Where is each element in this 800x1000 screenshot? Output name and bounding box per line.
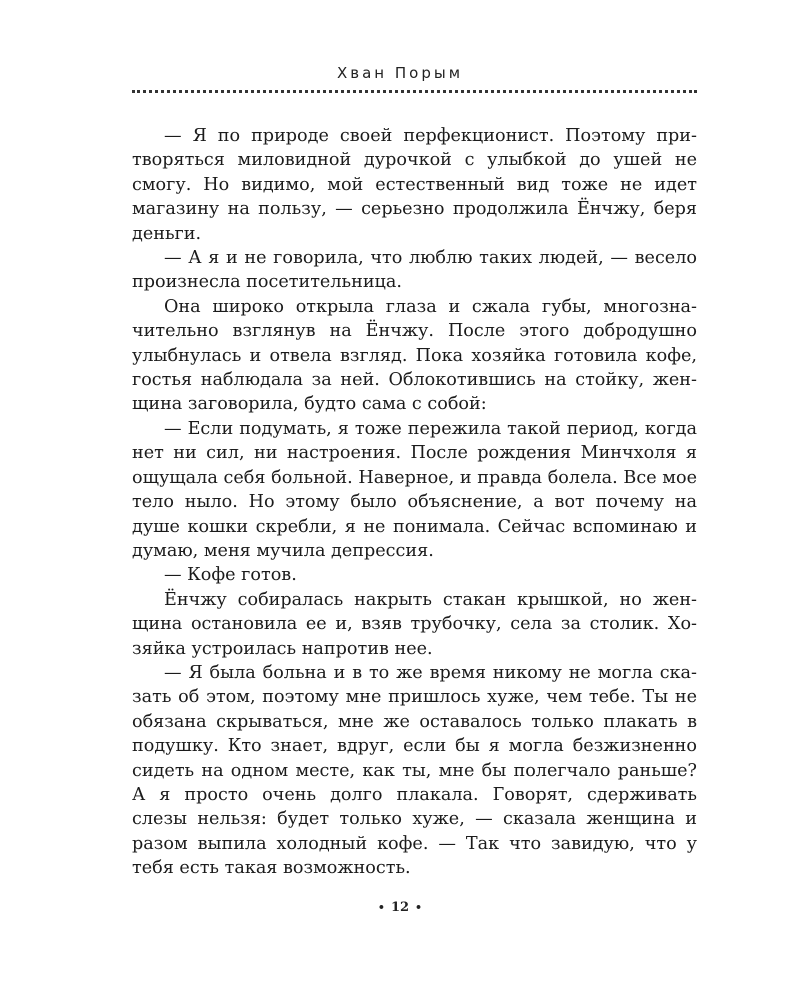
paragraph: — Я по природе своей перфекционист. Поэтому притворяться миловидной дурочкой с улыбкой до ушей не смогу. Но видимо, мой естественный вид тоже не идет магазину на пользу, — серьезно продолжила Ёнчжу, беря деньги. — [132, 126, 697, 244]
bullet-left-icon: • — [377, 901, 385, 914]
body-text — [132, 124, 697, 881]
paragraph: — А я и не говорила, что люблю таких людей, — весело произнесла посетительница. — [132, 248, 697, 293]
paragraph: — Если подумать, я тоже пережила такой период, когда нет ни сил, ни настроения. После рождения Минчхоля я ощущала себя больной. Наверное, и правда болела. Все мое тело ныло. Но этому было объяснение, а вот почему на душе кошки скребли, я не понимала. Сейчас вспоминаю и думаю, меня мучила депрессия. — [132, 418, 697, 561]
dotted-divider — [132, 90, 697, 93]
bullet-right-icon: • — [415, 901, 423, 914]
paragraph: Она широко открыла глаза и сжала губы, многозначительно взглянув на Ёнчжу. После этого добродушно улыбнулась и отвела взгляд. Пока хозяйка готовила кофе, гостья наблюдала за ней. Облокотившись на стойку, женщина заговорила, будто сама с собой: — [132, 296, 697, 415]
paragraph: — Я была больна и в то же время никому не могла сказать об этом, поэтому мне пришлось хуже, чем тебе. Ты не обязана скрываться, мне же оставалось только плакать в подушку. Кто знает, вдруг, если бы я могла безжизненно сидеть на одном месте, как ты, мне бы полегчало раньше? А я просто очень долго плакала. Говорят, сдерживать слезы нельзя: будет только хуже, — сказала женщина и разом выпила холодный кофе. — Так что завидую, что у тебя есть такая возможность. — [132, 662, 697, 879]
paragraph: — Кофе готов. — [164, 565, 297, 586]
paragraph: Ёнчжу собиралась накрыть стакан крышкой, но женщина остановила ее и, взяв трубочку, села за столик. Хозяйка устроилась напротив нее. — [132, 589, 697, 659]
running-head-author: Хван Порым — [336, 64, 464, 82]
page-number-value: 12 — [390, 900, 410, 915]
page-number — [0, 900, 800, 915]
